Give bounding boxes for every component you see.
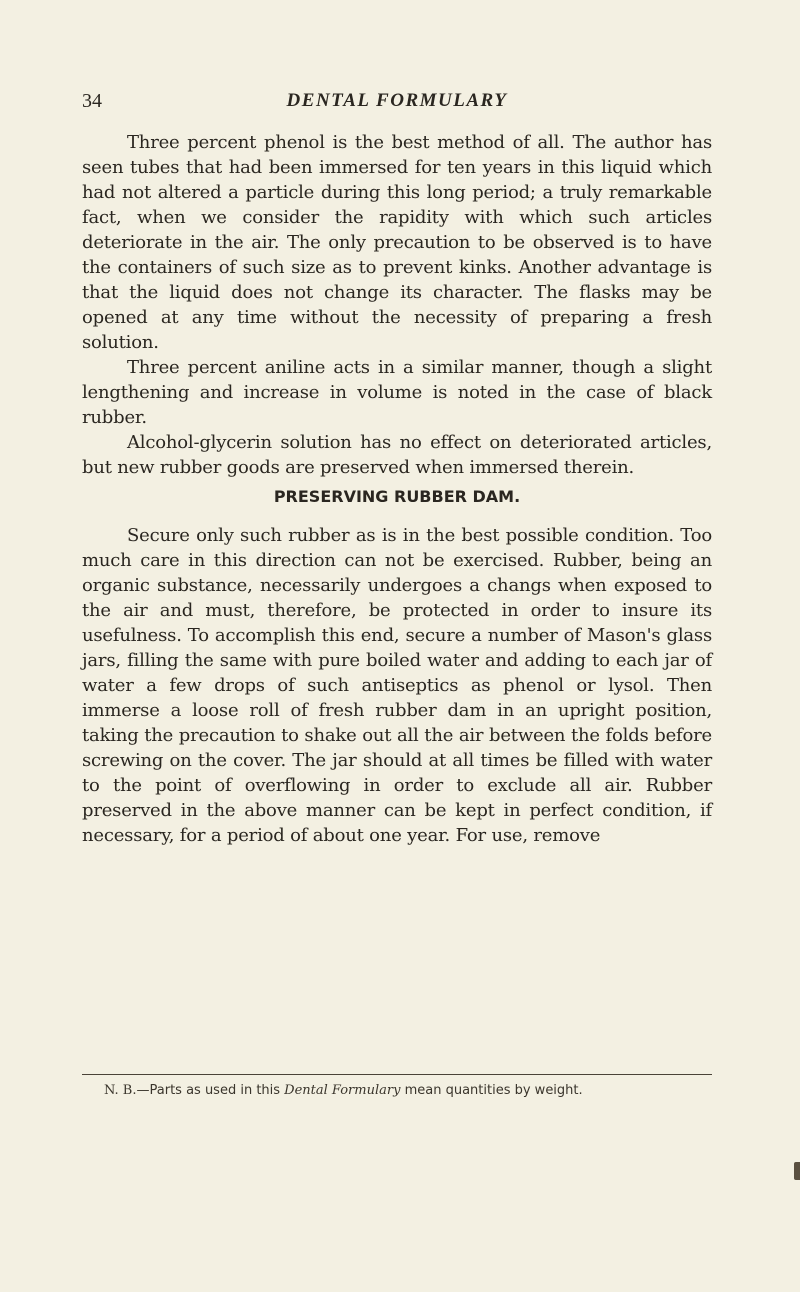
page-number: 34 [82, 90, 102, 112]
footnote-title: Dental Formulary [284, 1083, 401, 1098]
paragraph-alcohol-glycerin: Alcohol-glycerin solution has no effect on deteriorated articles, but new rubber goods are preserved when immersed therein. [82, 432, 712, 478]
running-head: DENTAL FORMULARY [286, 90, 508, 111]
footnote-rule [82, 1074, 712, 1075]
section-heading: PRESERVING RUBBER DAM. [273, 487, 521, 506]
body-text [82, 130, 712, 848]
footnote [82, 1082, 712, 1100]
paragraph-aniline: Three percent aniline acts in a similar manner, though a slight lengthening and increase in volume is noted in the case of black rubber. [82, 357, 712, 428]
page-edge-mark [794, 1162, 800, 1180]
footnote-text-before: —Parts as used in this [136, 1083, 285, 1098]
footnote-text-after: mean quantities by weight. [400, 1083, 583, 1098]
footnote-lead: N. B. [104, 1083, 137, 1098]
paragraph-rubber-dam: Secure only such rubber as is in the best possible condition. Too much care in this direction can not be exercised. Rubber, being an organic substance, necessarily undergoes a changs when exposed to the air and must, therefore, be protected in order to insure its usefulness. To accomplish this end, secure a number of Mason's glass jars, filling the same with pure boiled water and adding to each jar of water a few drops of such antiseptics as phenol or lysol. Then immerse a loose roll of fresh rubber dam in an upright position, taking the precaution to shake out all the air between the folds before screwing on the cover. The jar should at all times be filled with water to the point of overflowing in order to exclude all air. Rubber preserved in the above manner can be kept in perfect condition, if necessary, for a period of about one year. For use, remove [82, 525, 712, 846]
paragraph-phenol: Three percent phenol is the best method of all. The author has seen tubes that had been immersed for ten years in this liquid which had not altered a particle during this long period; a truly remarkable fact, when we consider the rapidity with which such articles deteriorate in the air. The only precaution to be observed is to have the containers of such size as to prevent kinks. Another advantage is that the liquid does not change its character. The flasks may be opened at any time without the necessity of preparing a fresh solution. [82, 132, 712, 353]
page-header [82, 90, 712, 120]
